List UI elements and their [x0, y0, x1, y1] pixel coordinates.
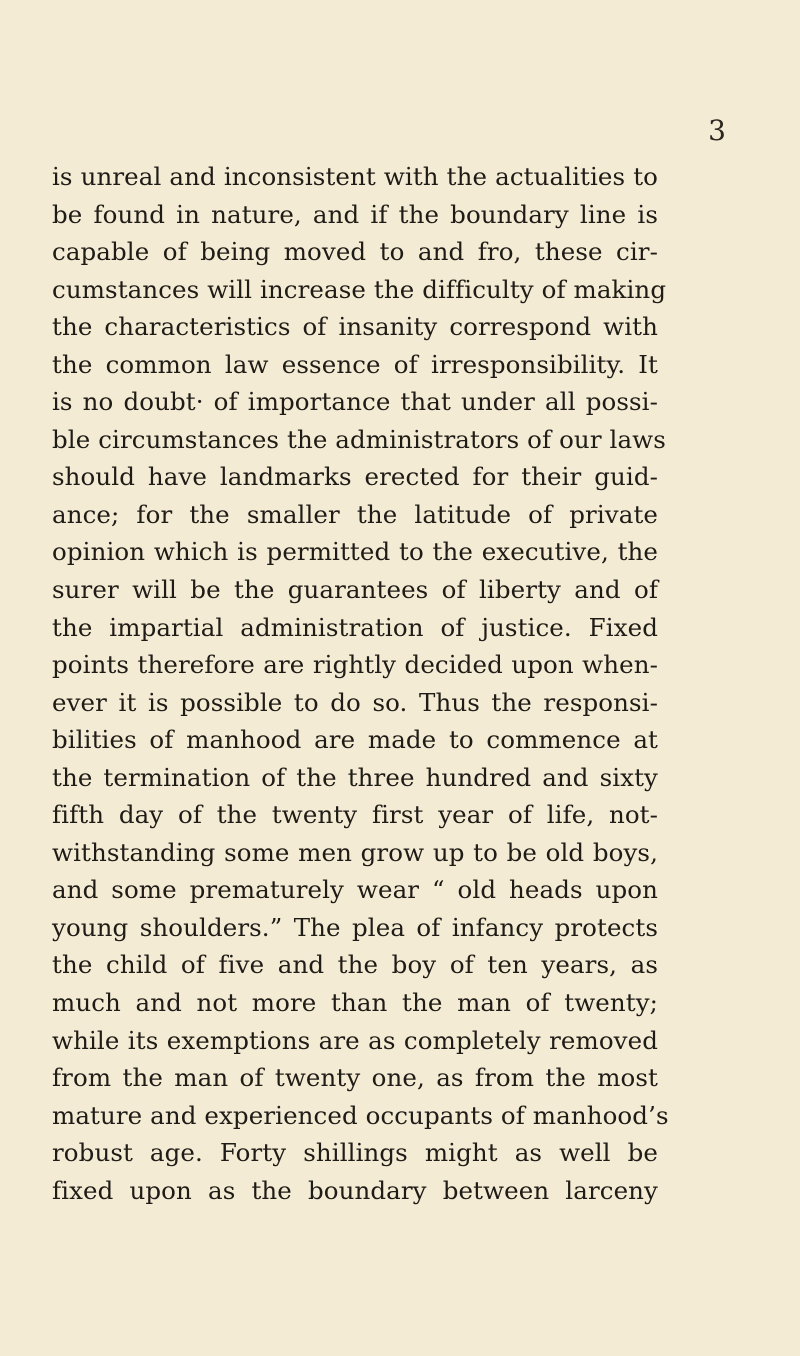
text-line: should have landmarks erected for their guid-	[52, 462, 658, 492]
text-line: capable of being moved to and fro, these cir-	[52, 237, 658, 267]
text-line: the impartial administration of justice. Fixed	[52, 612, 658, 642]
text-line: ever it is possible to do so. Thus the responsi-	[52, 687, 658, 717]
text-line: points therefore are rightly decided upon when-	[52, 650, 658, 680]
text-line: is no doubt· of importance that under all possi-	[52, 387, 658, 417]
text-line: is unreal and inconsistent with the actualities to	[52, 162, 658, 191]
text-line: fifth day of the twenty first year of life, not-	[52, 800, 658, 830]
text-line: bilities of manhood are made to commence at	[52, 725, 658, 755]
text-line: withstanding some men grow up to be old boys,	[52, 837, 658, 867]
text-line: ble circumstances the administrators of our laws	[52, 424, 666, 454]
text-line: much and not more than the man of twenty;	[52, 988, 658, 1018]
text-line: the termination of the three hundred and sixty	[52, 762, 658, 792]
text-line: from the man of twenty one, as from the most	[52, 1063, 658, 1093]
text-line: the characteristics of insanity correspond with	[52, 312, 658, 342]
body-text	[52, 158, 669, 1209]
text-line: while its exemptions are as completely removed	[52, 1025, 658, 1055]
text-line: the common law essence of irresponsibility. It	[52, 349, 658, 379]
text-line: ance; for the smaller the latitude of private	[52, 499, 658, 529]
text-line: fixed upon as the boundary between larceny	[52, 1175, 658, 1205]
text-line: surer will be the guarantees of liberty and of	[52, 575, 658, 605]
text-line: the child of five and the boy of ten years, as	[52, 950, 658, 980]
text-line: cumstances will increase the difficulty of making	[52, 274, 667, 304]
text-line: young shoulders.” The plea of infancy protects	[52, 912, 658, 942]
page-number: 3	[708, 114, 726, 147]
text-line: and some prematurely wear “ old heads upon	[52, 875, 658, 905]
text-line: opinion which is permitted to the executive, the	[52, 537, 658, 567]
text-line: be found in nature, and if the boundary line is	[52, 199, 658, 229]
text-line: robust age. Forty shillings might as well be	[52, 1138, 658, 1168]
text-line: mature and experienced occupants of manhood’s	[52, 1100, 669, 1130]
